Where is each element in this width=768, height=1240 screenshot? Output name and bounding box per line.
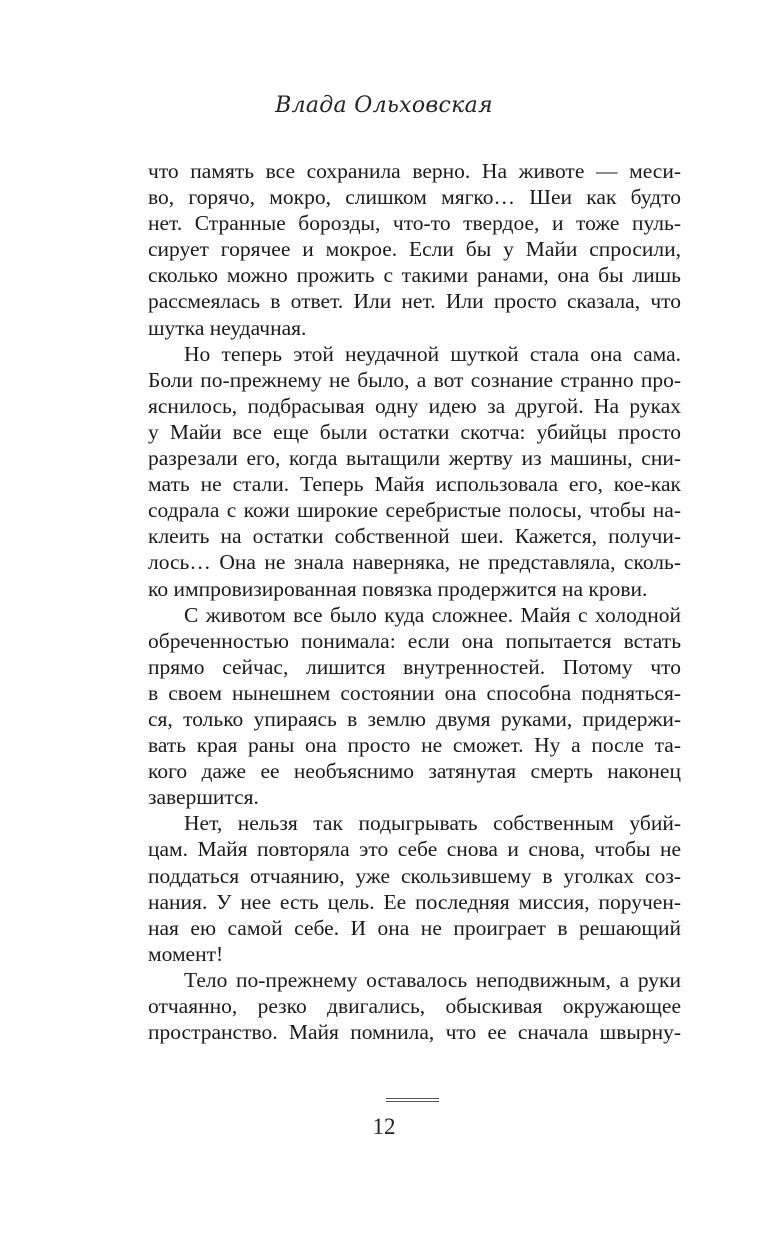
text-line: обреченностью понимала: если она попытается встать (148, 628, 681, 653)
text-line: цам. Майя повторяла это себе снова и снова, чтобы не (148, 837, 681, 862)
text-line: Тело по-прежнему оставалось неподвижным, а руки (184, 967, 681, 992)
text-line: яснилось, подбрасывая одну идею за другой. На руках (148, 393, 681, 418)
text-line: Нет, нельзя так подыгрывать собственным убий- (184, 811, 681, 836)
footer-ornament-rule (386, 1098, 439, 1104)
text-line: шутка неудачная. (148, 315, 307, 340)
text-line: в своем нынешнем состоянии она способна подняться- (148, 680, 681, 705)
text-line: ся, только упираясь в землю двумя руками, придержи- (148, 706, 681, 731)
text-line: ная ею самой себе. И она не проиграет в решающий (148, 915, 681, 940)
text-line: мать не стали. Теперь Майя использовала его, кое-как (148, 472, 681, 497)
text-line: во, горячо, мокро, слишком мягко… Шеи как будто (148, 185, 681, 210)
text-line: разрезали его, когда вытащили жертву из машины, сни- (148, 446, 681, 471)
text-line: нет. Странные борозды, что-то твердое, и тоже пуль- (148, 211, 681, 236)
body-text (148, 158, 681, 1045)
text-line: Но теперь этой неудачной шуткой стала она сама. (184, 341, 681, 366)
text-line: ко импровизированная повязка продержится на крови. (148, 576, 648, 601)
text-line: содрала с кожи широкие серебристые полосы, чтобы на- (148, 498, 681, 523)
text-line: кого даже ее необъяснимо затянутая смерть наконец (148, 759, 681, 784)
text-line: клеить на остатки собственной шеи. Кажется, получи- (148, 524, 681, 549)
text-line: поддаться отчаянию, уже скользившему в уголках соз- (148, 863, 681, 888)
text-line: момент! (148, 941, 224, 966)
text-line: прямо сейчас, лишится внутренностей. Потому что (148, 654, 681, 679)
text-line: сколько можно прожить с такими ранами, она бы лишь (148, 263, 681, 288)
running-header-author: Влада Ольховская (275, 93, 493, 118)
text-line: нания. У нее есть цель. Ее последняя миссия, поручен- (148, 889, 681, 914)
page-number: 12 (372, 1114, 396, 1139)
text-line: что память все сохранила верно. На животе — меси- (148, 159, 681, 183)
text-line: сирует горячее и мокрое. Если бы у Майи спросили, (148, 237, 681, 262)
text-line: вать края раны она просто не сможет. Ну а после та- (148, 733, 681, 758)
text-line: Боли по-прежнему не было, а вот сознание странно про- (148, 367, 681, 392)
text-line: лось… Она не знала наверняка, не представляла, сколь- (148, 550, 681, 575)
text-line: у Майи все еще были остатки скотча: убийцы просто (148, 419, 681, 444)
text-line: пространство. Майя помнила, что ее сначала швырну- (148, 1020, 681, 1045)
text-line: завершится. (148, 785, 259, 810)
text-line: рассмеялась в ответ. Или нет. Или просто сказала, что (148, 289, 681, 314)
text-line: С животом все было куда сложнее. Майя с холодной (184, 602, 681, 627)
text-line: отчаянно, резко двигались, обыскивая окружающее (148, 994, 681, 1018)
